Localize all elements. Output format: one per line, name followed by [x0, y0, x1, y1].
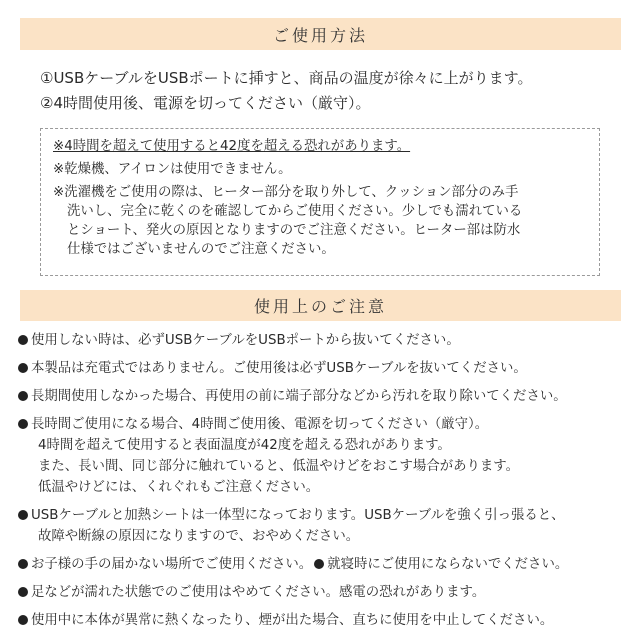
cautions-list — [18, 330, 624, 638]
usage-steps — [40, 66, 532, 116]
caution-item — [18, 505, 624, 547]
caution-item — [18, 358, 624, 379]
bullet-icon — [18, 559, 28, 569]
note-washing-line: ※洗濯機をご使用の際は、ヒーター部分を取り外して、クッション部分のみ手 — [53, 185, 519, 200]
note-washing-continuation — [53, 202, 589, 259]
bullet-icon — [18, 419, 28, 429]
bullet-icon — [18, 335, 28, 345]
caution-text: 使用中に本体が異常に熱くなったり、煙が出た場合、直ちに使用を中止してください。 — [31, 613, 554, 628]
caution-item — [18, 610, 624, 631]
caution-text: 故障や断線の原因になりますので、おやめください。 — [38, 529, 360, 544]
bullet-icon — [18, 615, 28, 625]
bullet-icon — [18, 391, 28, 401]
bullet-icon — [18, 510, 28, 520]
notes-box — [40, 128, 600, 276]
caution-item — [18, 414, 624, 498]
caution-item — [18, 330, 624, 351]
cautions-section-header — [20, 290, 621, 321]
caution-text: お子様の手の届かない場所でご使用ください。 — [31, 557, 313, 572]
caution-text: 就寝時にご使用にならないでください。 — [327, 557, 569, 572]
caution-item — [18, 554, 624, 575]
usage-step: ②4時間使用後、電源を切ってください（厳守）。 — [40, 94, 371, 112]
note-washing-line: 洗いし、完全に乾くのを確認してからご使用ください。少しでも濡れている — [67, 204, 523, 219]
bullet-icon — [18, 587, 28, 597]
usage-title: ご使用方法 — [272, 25, 368, 45]
cautions-title: 使用上のご注意 — [253, 297, 387, 316]
bullet-icon — [314, 559, 324, 569]
note-washing-line: 仕様ではございませんのでご注意ください。 — [67, 242, 335, 257]
usage-section-header — [20, 18, 621, 50]
caution-text: 長時間ご使用になる場合、4時間ご使用後、電源を切ってください（厳守）。 — [31, 417, 489, 432]
note-washing-line: とショート、発火の原因となりますのでご注意ください。ヒーター部は防水 — [67, 223, 521, 238]
caution-text: USBケーブルと加熱シートは一体型になっております。USBケーブルを強く引っ張ると、 — [31, 508, 565, 523]
caution-text: また、長い間、同じ部分に触れていると、低温やけどをおこす場合があります。 — [38, 459, 519, 474]
caution-item — [18, 386, 624, 407]
caution-text: 足などが濡れた状態でのご使用はやめてください。感電の恐れがあります。 — [31, 585, 486, 600]
caution-item — [18, 582, 624, 603]
note-temperature: ※4時間を超えて使用すると42度を超える恐れがあります。 — [53, 139, 411, 154]
caution-text: 低温やけどには、くれぐれもご注意ください。 — [38, 480, 320, 495]
usage-step: ①USBケーブルをUSBポートに挿すと、商品の温度が徐々に上がります。 — [40, 69, 533, 87]
note-washing — [53, 183, 589, 202]
bullet-icon — [18, 363, 28, 373]
caution-text: 使用しない時は、必ずUSBケーブルをUSBポートから抜いてください。 — [31, 333, 460, 348]
note-dryer: ※乾燥機、アイロンは使用できません。 — [53, 162, 292, 177]
caution-text: 4時間を超えて使用すると表面温度が42度を超える恐れがあります。 — [38, 438, 451, 453]
caution-text: 長期間使用しなかった場合、再使用の前に端子部分などから汚れを取り除いてください。 — [31, 389, 567, 404]
caution-text: 本製品は充電式ではありません。ご使用後は必ずUSBケーブルを抜いてください。 — [31, 361, 527, 376]
